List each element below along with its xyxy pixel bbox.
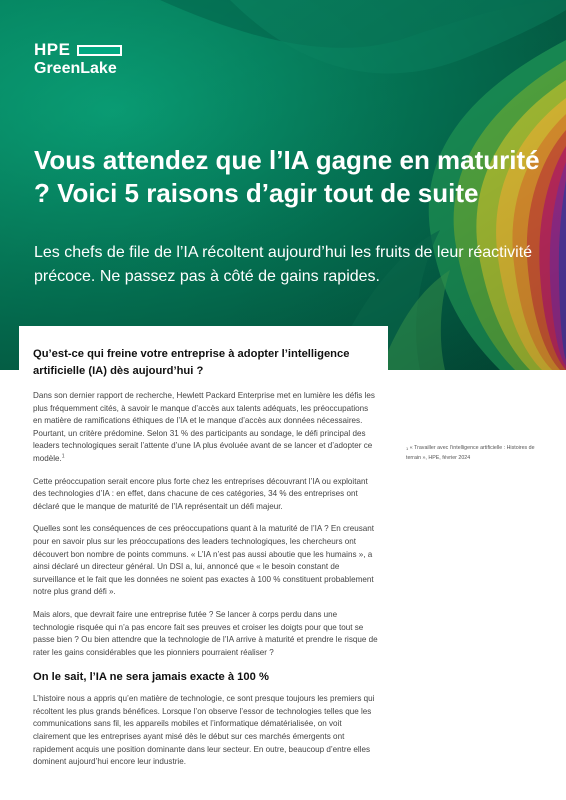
footnote [406, 444, 544, 463]
section-heading-2: On le sait, l’IA ne sera jamais exacte à 100 % [33, 671, 269, 684]
paragraph-3: Quelles sont les conséquences de ces préoccupations quant à la maturité de l’IA ? En creusant pour en savoir plus sur les préoccupations des leaders technologiques, les chercheurs ont découvert bon nombre de points communs. « L’IA n’est pas aussi aboutie que les humains », a ainsi déclaré un directeur général. Un DSI a, lui, annoncé que « le besoin constant de surveillance et le fait que les données ne soient pas exactes à 100 % constituent probablement notre plus grand défi ». [33, 524, 375, 597]
paragraph-1-text: Dans son dernier rapport de recherche, Hewlett Packard Enterprise met en lumière les défis les plus fréquemment cités, à savoir le manque d’accès aux talents adéquats, les préoccupations en matière de ramifications éthiques de l’IA et le manque d’accès aux données nécessaires. Pourtant, un critère prédomine. Selon 31 % des participants au sondage, le défi principal des leaders technologiques serait l’attente d’une IA plus évoluée avant de se lancer et d’adopter ce modèle. [33, 391, 375, 463]
footnote-text: « Travailler avec l’intelligence artificielle : Histoires de terrain », HPE, février 2024 [406, 445, 535, 461]
paragraph-2: Cette préoccupation serait encore plus forte chez les entreprises découvrant l’IA ou exploitant des technologies d’IA : en effet, dans chacune de ces catégories, 34 % des entreprises ont déclaré que le manque de maturité de l’IA représentait un défi majeur. [33, 476, 368, 511]
article-card [19, 326, 388, 800]
page-subtitle: Les chefs de file de l’IA récoltent aujourd’hui les fruits de leur réactivité précoce. Ne passez pas à côté de gains rapides. [34, 244, 533, 285]
page-title: Vous attendez que l’IA gagne en maturité ? Voici 5 raisons d’agir tout de suite [34, 145, 540, 208]
logo-greenlake-text: GreenLake [34, 60, 117, 77]
footnote-mark: 1 [406, 446, 409, 451]
logo-hpe-text: HPE [34, 40, 71, 59]
hpe-greenlake-logo [34, 40, 122, 78]
paragraph-5: L’histoire nous a appris qu’en matière de technologie, ce sont presque toujours les premiers qui récoltent les plus grands bénéfices. Lorsque l’on observe l’essor de technologies telles que les communications sans fil, les appareils mobiles et l’informatique dématérialisée, on voit clairement que les entreprises ayant misé dès le début sur ces marchés émergents ont rapidement acquis une position dominante dans leur secteur. En outre, beaucoup d’entre elles dominent aujourd’hui encore leur industrie. [33, 694, 375, 767]
paragraph-4: Mais alors, que devrait faire une entreprise futée ? Se lancer à corps perdu dans une technologie risquée qui n’a pas encore fait ses preuves et croiser les doigts pour que tout se passe bien ? Ou bien attendre que la technologie de l’IA arrive à maturité et prendre le risque de rater les gains considérables que les pionniers pourraient réaliser ? [33, 609, 378, 657]
footnote-ref-1: 1 [61, 453, 65, 460]
logo-hpe-row [34, 40, 122, 60]
hero-banner [0, 0, 566, 370]
section-heading-1: Qu’est-ce qui freine votre entreprise à adopter l’intelligence artificielle (IA) dès aujourd’hui ? [33, 348, 350, 377]
paragraph-1 [33, 390, 378, 466]
article-body [33, 346, 378, 779]
hpe-element-icon [77, 45, 122, 56]
